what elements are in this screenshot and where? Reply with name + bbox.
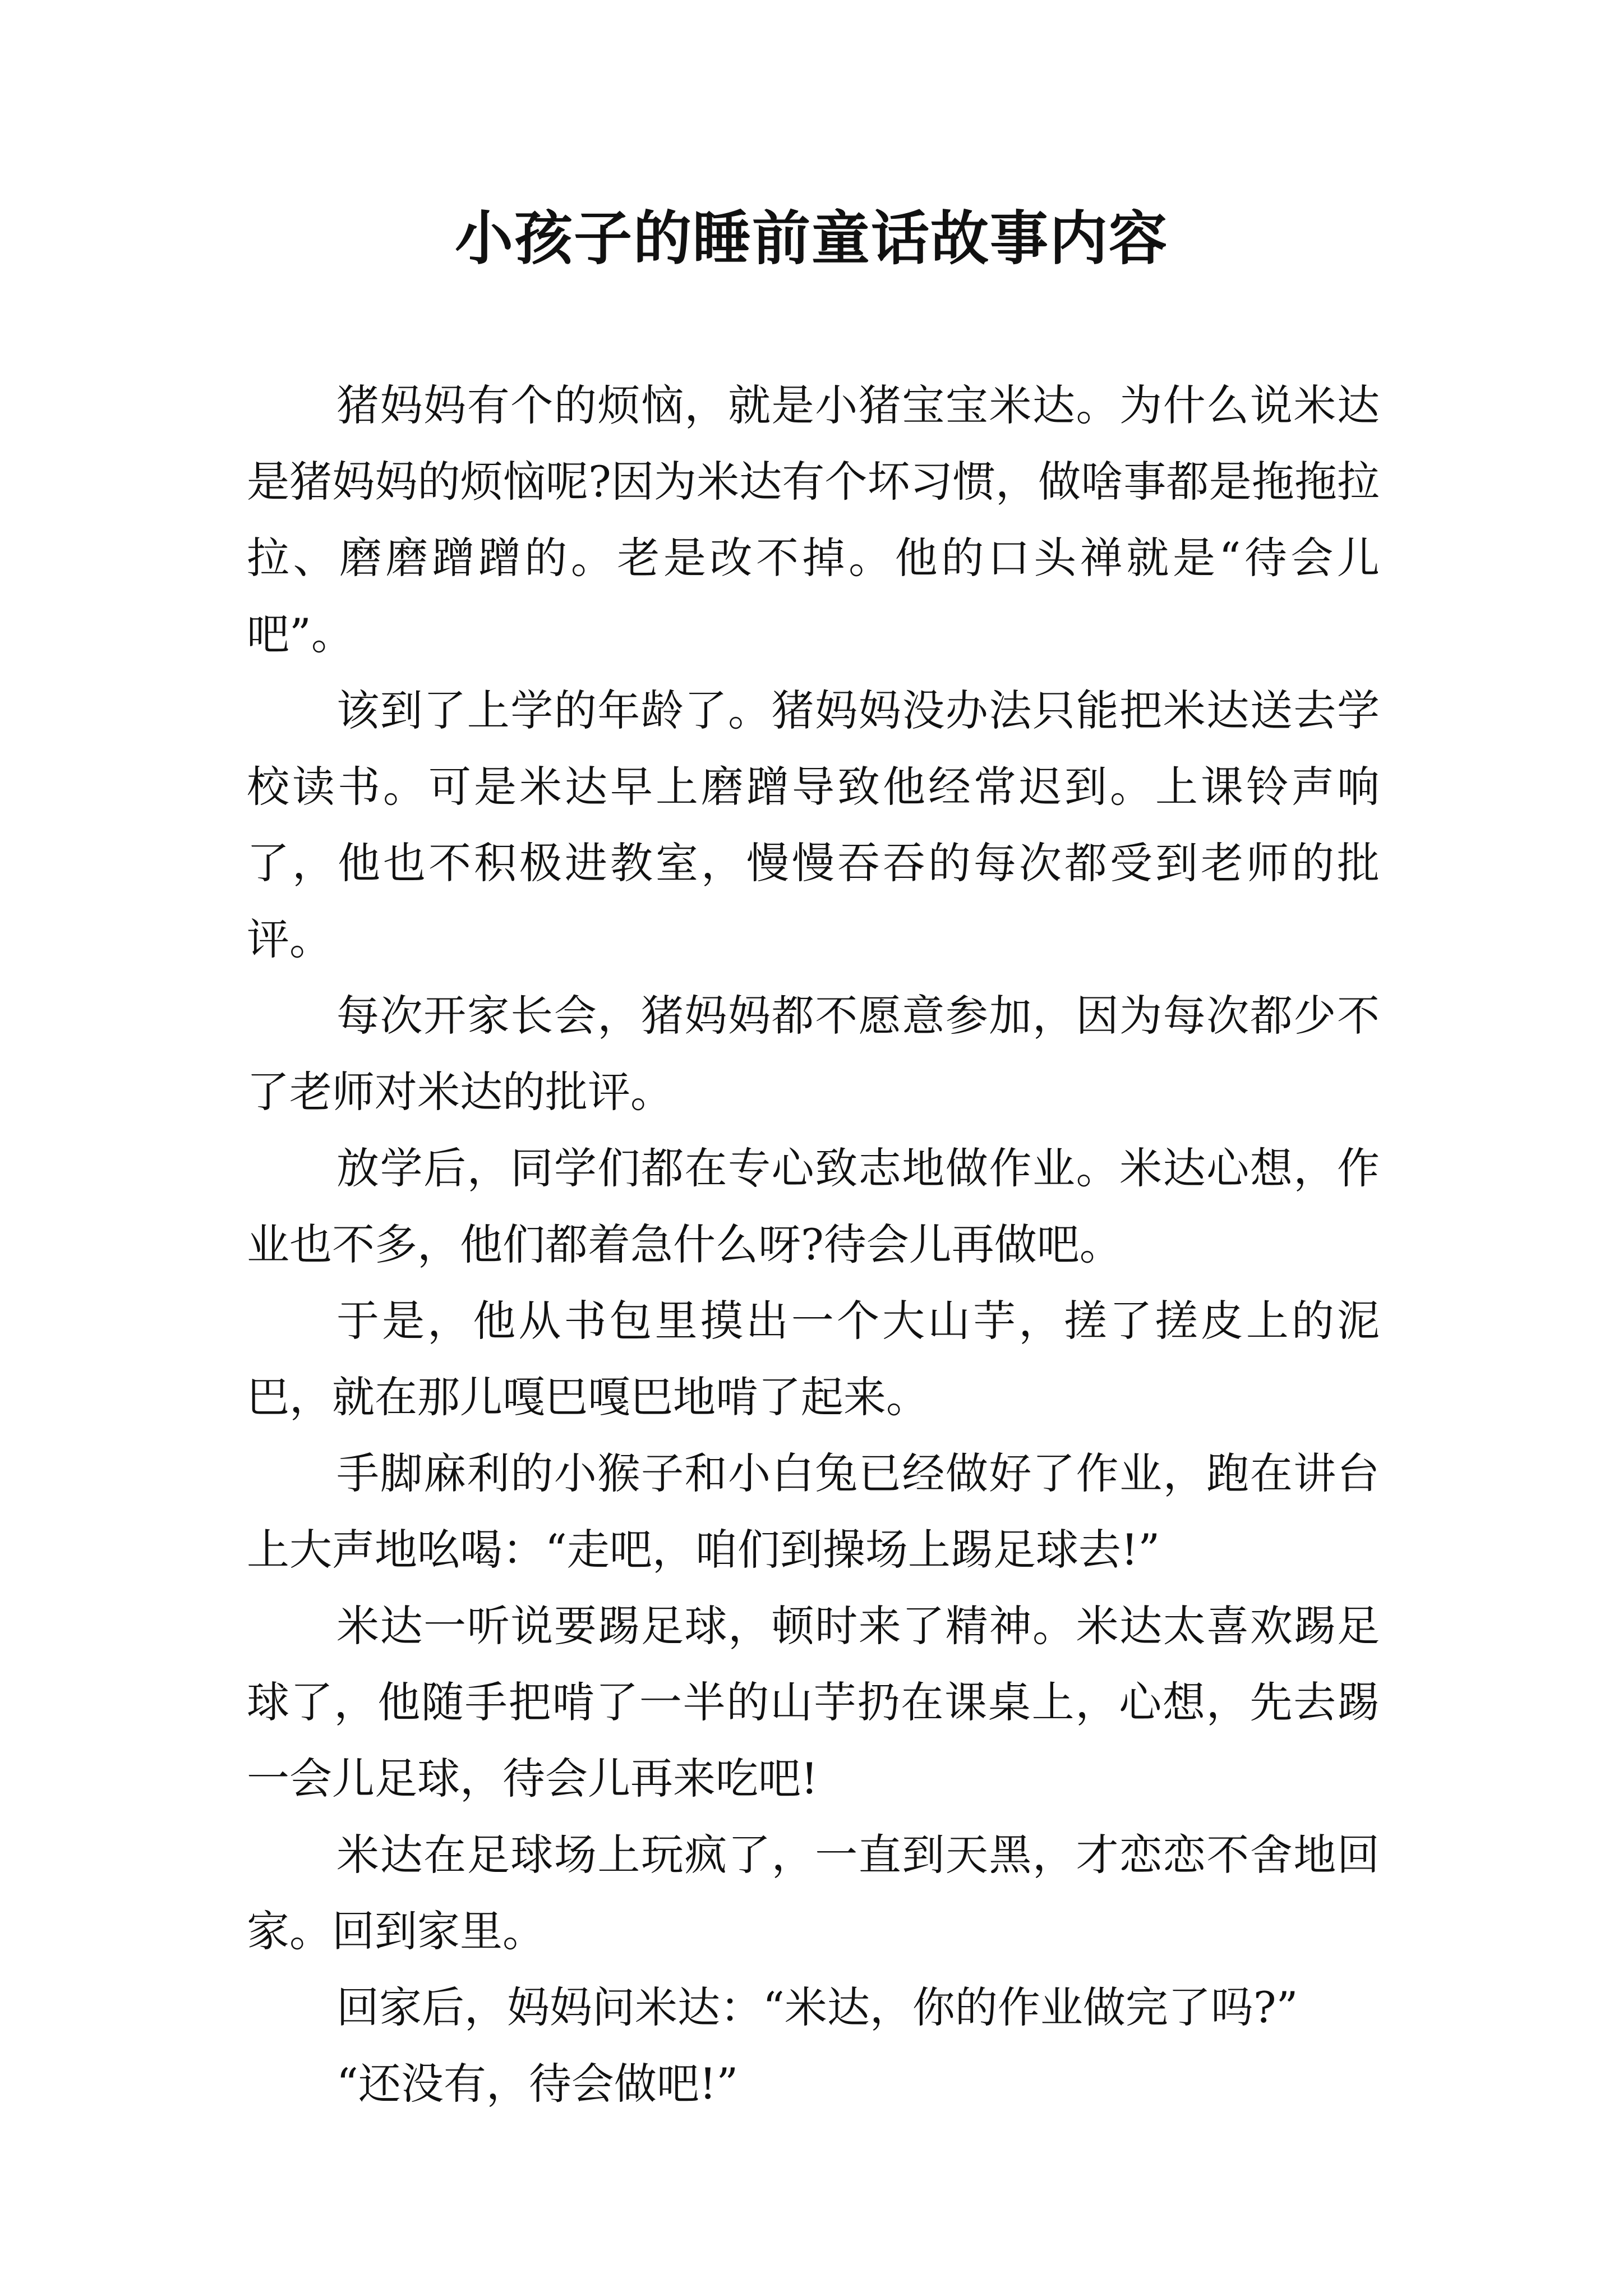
paragraph-6: 手脚麻利的小猴子和小白兔已经做好了作业，跑在讲台上大声地吆喝：“走吧，咱们到操场上踢足球去!” bbox=[247, 1448, 1380, 1575]
story-body bbox=[247, 367, 1380, 2122]
paragraph-2: 该到了上学的年龄了。猪妈妈没办法只能把米达送去学校读书。可是米达早上磨蹭导致他经常迟到。上课铃声响了，他也不积极进教室，慢慢吞吞的每次都受到老师的批评。 bbox=[247, 685, 1380, 964]
paragraph-7: 米达一听说要踢足球，顿时来了精神。米达太喜欢踢足球了，他随手把啃了一半的山芋扔在课桌上，心想，先去踢一会儿足球，待会儿再来吃吧! bbox=[247, 1601, 1380, 1803]
paragraph-10: “还没有，待会做吧!” bbox=[336, 2059, 739, 2109]
paragraph-8: 米达在足球场上玩疯了，一直到天黑，才恋恋不舍地回家。回到家里。 bbox=[247, 1830, 1380, 1956]
paragraph-3: 每次开家长会，猪妈妈都不愿意参加，因为每次都少不了老师对米达的批评。 bbox=[247, 991, 1380, 1117]
paragraph-9: 回家后，妈妈问米达：“米达，你的作业做完了吗?” bbox=[336, 1982, 1298, 2032]
page-title: 小孩子的睡前童话故事内容 bbox=[454, 204, 1168, 273]
paragraph-4: 放学后，同学们都在专心致志地做作业。米达心想，作业也不多，他们都着急什么呀?待会儿再做吧。 bbox=[247, 1143, 1380, 1269]
paragraph-5: 于是，他从书包里摸出一个大山芋，搓了搓皮上的泥巴，就在那儿嘎巴嘎巴地啃了起来。 bbox=[247, 1296, 1380, 1422]
paragraph-1: 猪妈妈有个的烦恼，就是小猪宝宝米达。为什么说米达是猪妈妈的烦恼呢?因为米达有个坏习惯，做啥事都是拖拖拉拉、磨磨蹭蹭的。老是改不掉。他的口头禅就是“待会儿吧”。 bbox=[247, 380, 1380, 659]
